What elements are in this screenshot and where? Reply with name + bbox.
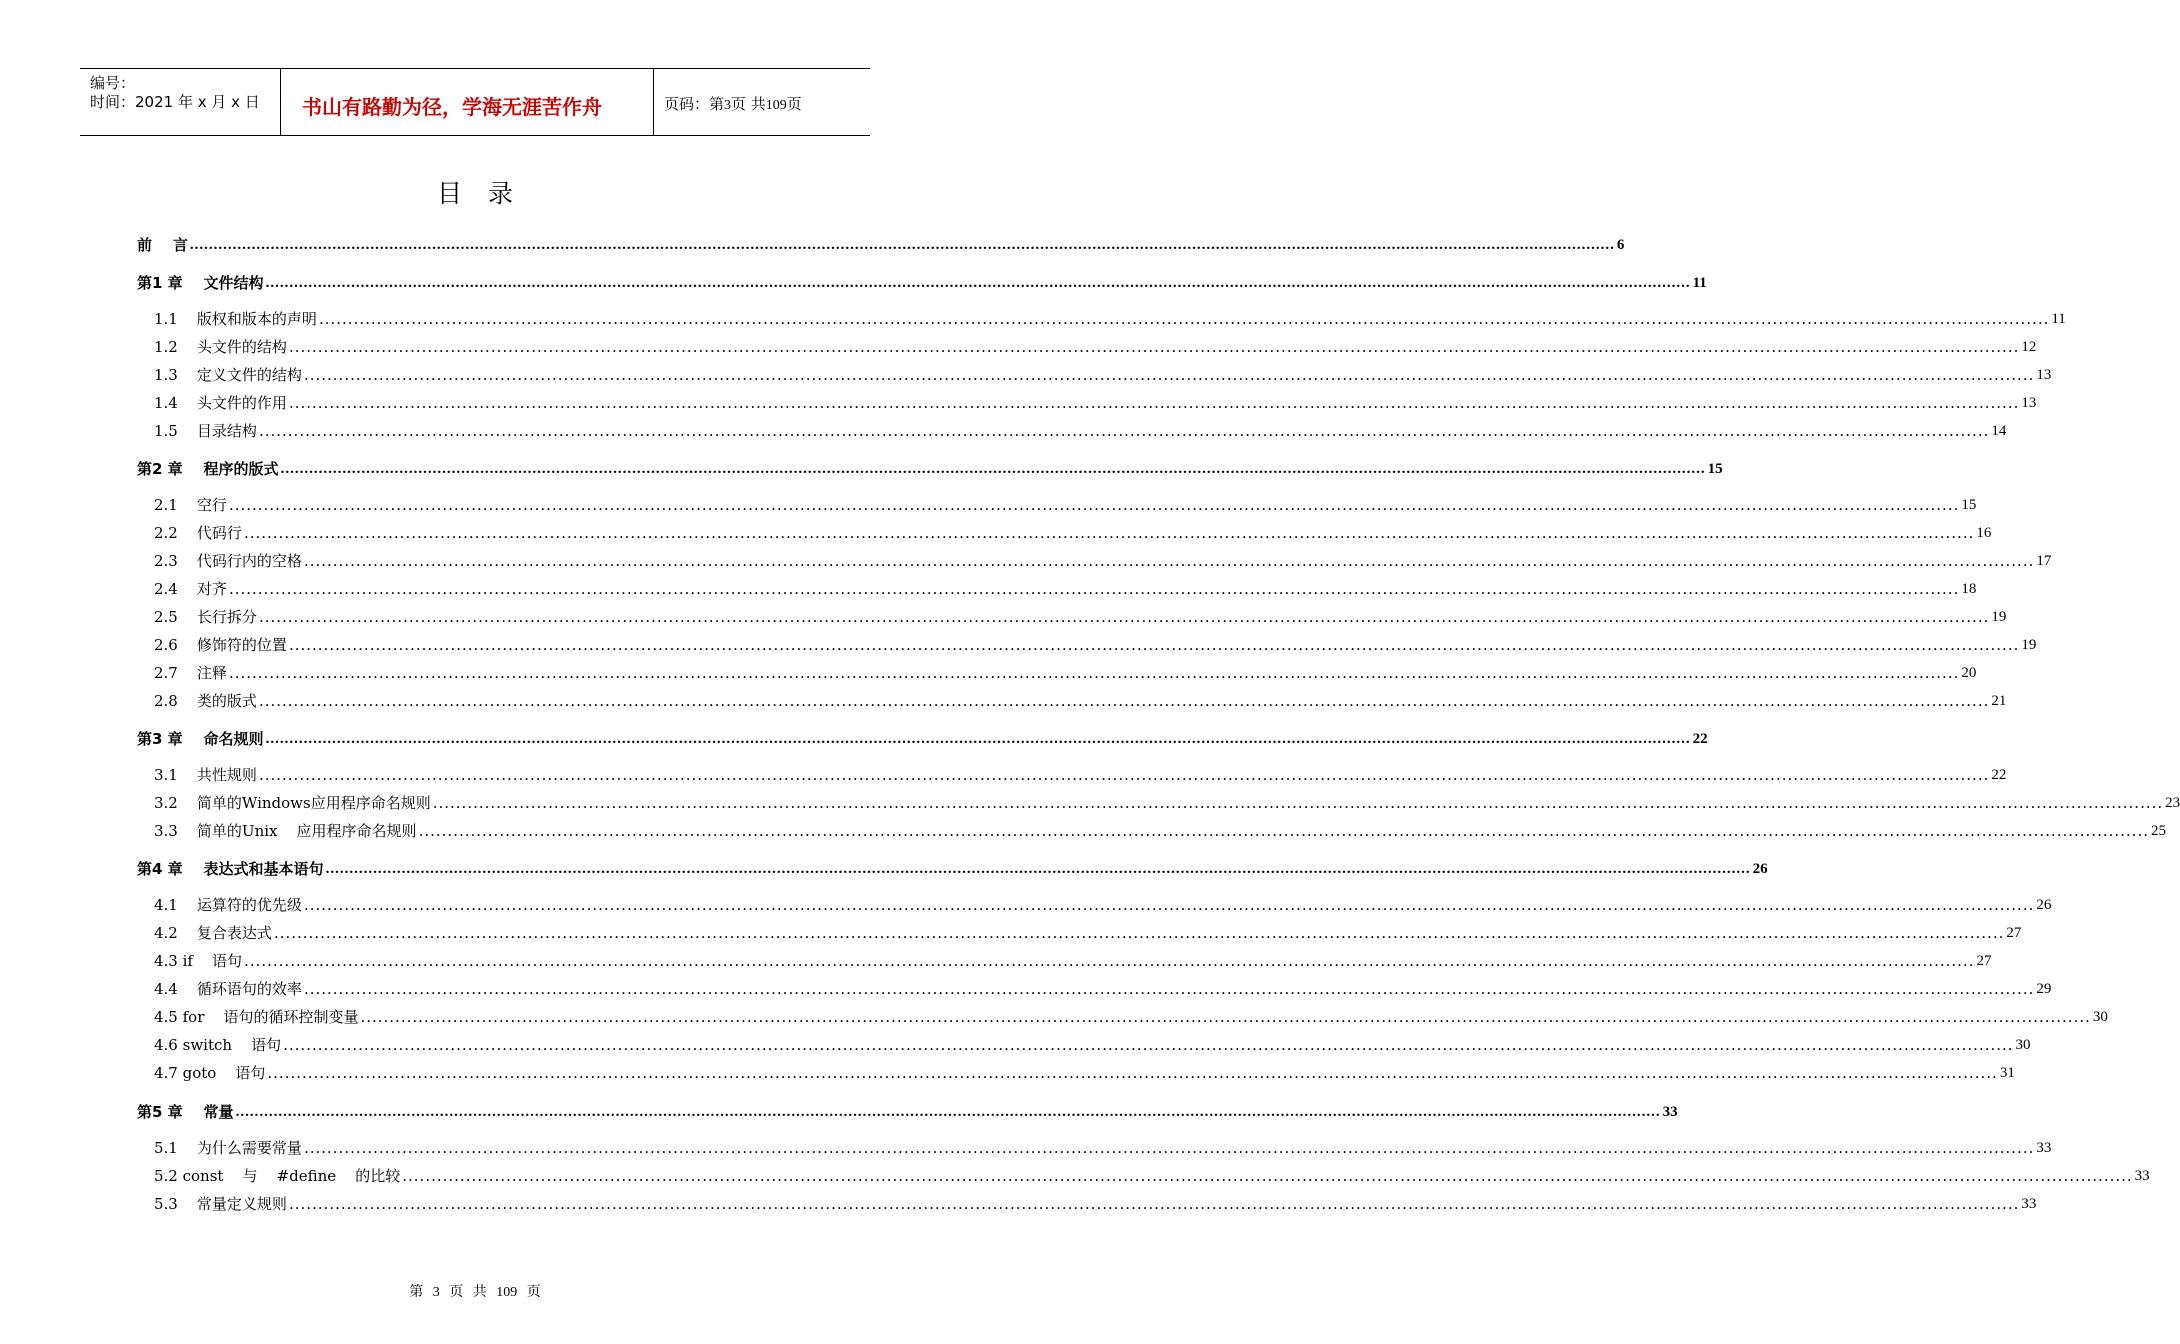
toc-leader-dots: ............................................................................................................................................................................................................................................................................................................ xyxy=(318,310,2050,328)
toc-section-entry[interactable] xyxy=(154,1136,2052,1158)
toc-section-entry[interactable] xyxy=(154,1164,2150,1186)
toc-entry-label: 第2 章 程序的版式 xyxy=(137,460,279,478)
toc-leader-dots: ............................................................................................................................................................................................................................................................................................................ xyxy=(258,608,1990,626)
toc-entry-page: 13 xyxy=(2036,367,2052,383)
toc-entry-page: 27 xyxy=(1976,953,1992,969)
toc-entry-label: 4.2 复合表达式 xyxy=(154,924,272,942)
toc-entry-page: 29 xyxy=(2036,981,2052,997)
toc-entry-label: 2.4 对齐 xyxy=(154,580,227,598)
toc-leader-dots: ............................................................................................................................................................................................................................................................................................................ xyxy=(228,664,1960,682)
toc-entry-page: 22 xyxy=(1692,731,1708,747)
toc-entry-label: 1.2 头文件的结构 xyxy=(154,338,287,356)
toc-section-entry[interactable] xyxy=(154,363,2052,385)
toc-entry-page: 33 xyxy=(2134,1168,2150,1184)
toc-leader-dots: ............................................................................................................................................................................................................................................................................................................ xyxy=(303,366,2035,384)
toc-entry-label: 2.5 长行拆分 xyxy=(154,608,257,626)
toc-entry-label: 4.3 if 语句 xyxy=(154,952,243,970)
toc-entry-label: 5.3 常量定义规则 xyxy=(154,1195,287,1213)
toc-entry-label: 1.1 版权和版本的声明 xyxy=(154,310,317,328)
toc-leader-dots: ............................................................................................................................................................................................................................................................................................................ xyxy=(265,731,1691,747)
toc-section-entry[interactable] xyxy=(154,493,1977,515)
toc-leader-dots: ............................................................................................................................................................................................................................................................................................................ xyxy=(288,394,2020,412)
toc-entry-label: 2.3 代码行内的空格 xyxy=(154,552,302,570)
toc-entry-page: 30 xyxy=(2015,1037,2031,1053)
toc-entry-label: 4.1 运算符的优先级 xyxy=(154,896,302,914)
toc-section-entry[interactable] xyxy=(154,1192,2037,1214)
toc-entry-label: 4.5 for 语句的循环控制变量 xyxy=(154,1008,359,1026)
toc-leader-dots: ............................................................................................................................................................................................................................................................................................................ xyxy=(258,692,1990,710)
header-motto: 书山有路勤为径，学海无涯苦作舟 xyxy=(302,95,602,119)
toc-entry-page: 25 xyxy=(2150,823,2166,839)
toc-leader-dots: ............................................................................................................................................................................................................................................................................................................ xyxy=(432,794,2164,812)
toc-leader-dots: ............................................................................................................................................................................................................................................................................................................ xyxy=(258,766,1990,784)
toc-entry-page: 33 xyxy=(1662,1104,1678,1120)
toc-title: 目录 xyxy=(436,179,539,208)
toc-entry-page: 19 xyxy=(1991,609,2007,625)
header-page-number: 页码：第3页 共109页 xyxy=(664,95,802,113)
toc-entry-page: 6 xyxy=(1616,237,1625,253)
toc-leader-dots: ............................................................................................................................................................................................................................................................................................................ xyxy=(288,1195,2020,1213)
toc-entry-page: 13 xyxy=(2021,395,2037,411)
toc-leader-dots: ............................................................................................................................................................................................................................................................................................................ xyxy=(243,524,1975,542)
toc-leader-dots: ............................................................................................................................................................................................................................................................................................................ xyxy=(265,275,1691,291)
toc-entry-page: 11 xyxy=(2051,311,2066,327)
page-footer: 第 3 页 共 109 页 xyxy=(409,1285,541,1300)
toc-entry-label: 4.4 循环语句的效率 xyxy=(154,980,302,998)
toc-chapter-entry[interactable] xyxy=(137,727,1708,749)
toc-entry-page: 30 xyxy=(2092,1009,2108,1025)
toc-section-entry[interactable] xyxy=(154,949,1992,971)
toc-chapter-entry[interactable] xyxy=(137,271,1707,293)
toc-chapter-entry[interactable] xyxy=(137,1100,1678,1122)
toc-entry-page: 15 xyxy=(1961,497,1977,513)
toc-leader-dots: ............................................................................................................................................................................................................................................................................................................ xyxy=(273,924,2005,942)
toc-section-entry[interactable] xyxy=(154,1033,2031,1055)
toc-leader-dots: ............................................................................................................................................................................................................................................................................................................ xyxy=(303,980,2035,998)
toc-entry-label: 1.4 头文件的作用 xyxy=(154,394,287,412)
toc-entry-label: 1.5 目录结构 xyxy=(154,422,257,440)
toc-chapter-entry[interactable] xyxy=(137,457,1723,479)
toc-section-entry[interactable] xyxy=(154,419,2007,441)
toc-section-entry[interactable] xyxy=(154,521,1992,543)
toc-leader-dots: ............................................................................................................................................................................................................................................................................................................ xyxy=(267,1064,1998,1082)
toc-section-entry[interactable] xyxy=(154,1061,2015,1083)
toc-entry-page: 27 xyxy=(2006,925,2022,941)
toc-leader-dots: ............................................................................................................................................................................................................................................................................................................ xyxy=(303,896,2035,914)
toc-section-entry[interactable] xyxy=(154,661,1977,683)
toc-section-entry[interactable] xyxy=(154,605,2007,627)
toc-leader-dots: ............................................................................................................................................................................................................................................................................................................ xyxy=(228,580,1960,598)
toc-entry-label: 5.2 const 与 #define 的比较 xyxy=(154,1167,401,1185)
toc-entry-page: 16 xyxy=(1976,525,1992,541)
toc-leader-dots: ............................................................................................................................................................................................................................................................................................................ xyxy=(418,822,2149,840)
toc-section-entry[interactable] xyxy=(154,819,2166,841)
toc-leader-dots: ............................................................................................................................................................................................................................................................................................................ xyxy=(189,237,1615,253)
toc-entry-page: 18 xyxy=(1961,581,1977,597)
toc-section-entry[interactable] xyxy=(154,921,2022,943)
toc-leader-dots: ............................................................................................................................................................................................................................................................................................................ xyxy=(280,461,1706,477)
toc-section-entry[interactable] xyxy=(154,977,2052,999)
toc-leader-dots: ............................................................................................................................................................................................................................................................................................................ xyxy=(288,636,2020,654)
toc-entry-label: 3.2 简单的Windows应用程序命名规则 xyxy=(154,794,431,812)
toc-leader-dots: ............................................................................................................................................................................................................................................................................................................ xyxy=(402,1167,2133,1185)
toc-entry-label: 2.7 注释 xyxy=(154,664,227,682)
toc-entry-label: 第3 章 命名规则 xyxy=(137,730,264,748)
toc-entry-page: 21 xyxy=(1991,693,2007,709)
toc-entry-label: 第1 章 文件结构 xyxy=(137,274,264,292)
toc-section-entry[interactable] xyxy=(154,577,1977,599)
toc-entry-page: 19 xyxy=(2021,637,2037,653)
toc-leader-dots: ............................................................................................................................................................................................................................................................................................................ xyxy=(283,1036,2014,1054)
toc-leader-dots: ............................................................................................................................................................................................................................................................................................................ xyxy=(288,338,2020,356)
toc-section-entry[interactable] xyxy=(154,791,2180,813)
toc-entry-page: 12 xyxy=(2021,339,2037,355)
toc-entry-label: 2.1 空行 xyxy=(154,496,227,514)
toc-entry-label: 2.2 代码行 xyxy=(154,524,242,542)
toc-entry-page: 23 xyxy=(2165,795,2180,811)
toc-leader-dots: ............................................................................................................................................................................................................................................................................................................ xyxy=(235,1104,1661,1120)
toc-entry-label: 3.1 共性规则 xyxy=(154,766,257,784)
toc-section-entry[interactable] xyxy=(154,633,2037,655)
toc-leader-dots: ............................................................................................................................................................................................................................................................................................................ xyxy=(325,861,1751,877)
toc-chapter-entry[interactable] xyxy=(137,857,1768,879)
toc-section-entry[interactable] xyxy=(154,391,2037,413)
footer-page-total: 109 xyxy=(496,1285,518,1300)
toc-section-entry[interactable] xyxy=(154,335,2037,357)
toc-leader-dots: ............................................................................................................................................................................................................................................................................................................ xyxy=(303,552,2035,570)
toc-section-entry[interactable] xyxy=(154,689,2007,711)
toc-leader-dots: ............................................................................................................................................................................................................................................................................................................ xyxy=(258,422,1990,440)
toc-entry-page: 15 xyxy=(1707,461,1723,477)
toc-entry-page: 33 xyxy=(2021,1196,2037,1212)
toc-entry-label: 4.6 switch 语句 xyxy=(154,1036,282,1054)
toc-entry-page: 22 xyxy=(1991,767,2007,783)
toc-entry-page: 33 xyxy=(2036,1140,2052,1156)
toc-leader-dots: ............................................................................................................................................................................................................................................................................................................ xyxy=(228,496,1960,514)
toc-section-entry[interactable] xyxy=(154,1005,2108,1027)
toc-entry-label: 第5 章 常量 xyxy=(137,1103,234,1121)
toc-entry-page: 26 xyxy=(2036,897,2052,913)
toc-section-entry[interactable] xyxy=(154,307,2066,329)
header-page-current: 3 xyxy=(724,98,732,113)
toc-section-entry[interactable] xyxy=(154,549,2052,571)
toc-leader-dots: ............................................................................................................................................................................................................................................................................................................ xyxy=(360,1008,2091,1026)
toc-entry-page: 14 xyxy=(1991,423,2007,439)
toc-entry-label: 3.3 简单的Unix 应用程序命名规则 xyxy=(154,822,417,840)
toc-entry-page: 26 xyxy=(1752,861,1768,877)
toc-entry-page: 20 xyxy=(1961,665,1977,681)
toc-entry-page: 31 xyxy=(1999,1065,2015,1081)
toc-entry-label: 第4 章 表达式和基本语句 xyxy=(137,860,324,878)
toc-leader-dots: ............................................................................................................................................................................................................................................................................................................ xyxy=(244,952,1975,970)
header-page-total: 109 xyxy=(765,98,787,113)
toc-entry-label: 前 言 xyxy=(137,236,188,254)
toc-entry-label: 2.8 类的版式 xyxy=(154,692,257,710)
toc-entry-page: 11 xyxy=(1692,275,1707,291)
toc-chapter-entry[interactable] xyxy=(137,233,1625,255)
footer-page-current: 3 xyxy=(432,1285,440,1300)
toc-entry-label: 5.1 为什么需要常量 xyxy=(154,1139,302,1157)
toc-entry-page: 17 xyxy=(2036,553,2052,569)
toc-leader-dots: ............................................................................................................................................................................................................................................................................................................ xyxy=(303,1139,2035,1157)
toc-entry-label: 2.6 修饰符的位置 xyxy=(154,636,287,654)
time-label: 时间：2021 年 x 月 x 日 xyxy=(90,93,260,111)
number-label: 编号： xyxy=(90,74,136,92)
toc-entry-label: 1.3 定义文件的结构 xyxy=(154,366,302,384)
toc-entry-label: 4.7 goto 语句 xyxy=(154,1064,266,1082)
toc-section-entry[interactable] xyxy=(154,893,2052,915)
toc-section-entry[interactable] xyxy=(154,763,2007,785)
